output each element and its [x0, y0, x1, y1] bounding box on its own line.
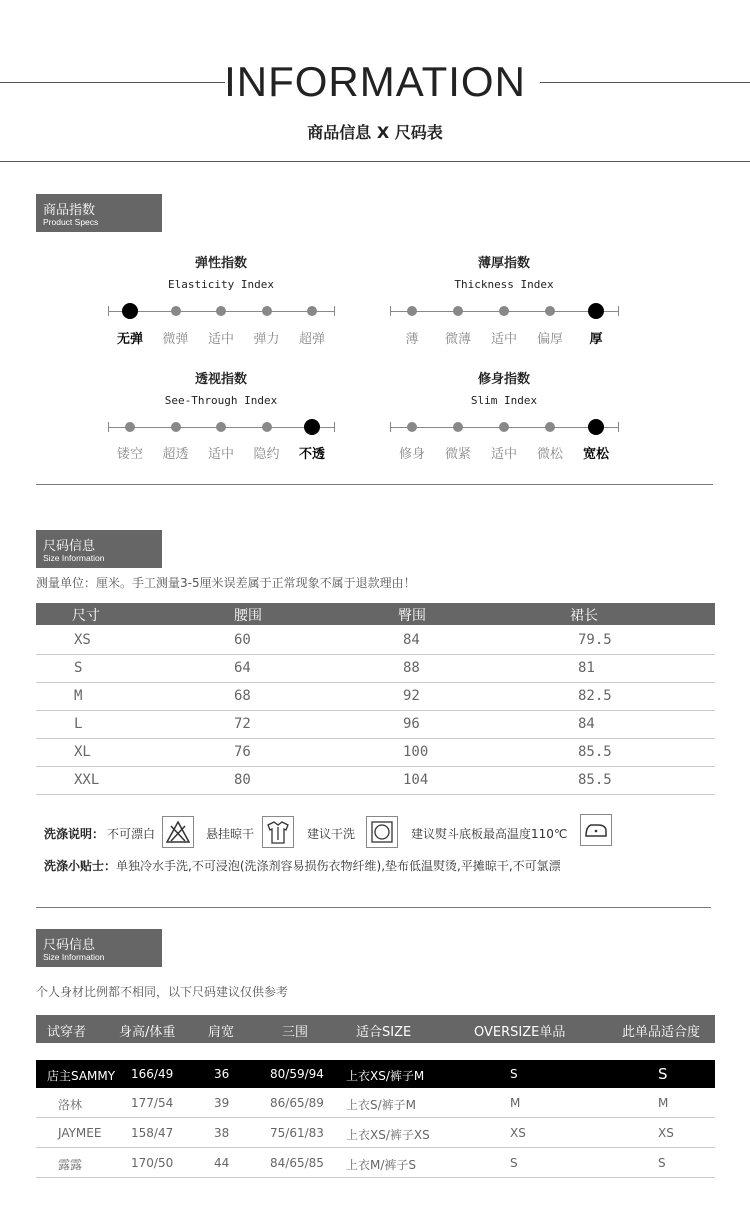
tag-en: Size Information [43, 952, 105, 962]
size-cell: 96 [403, 716, 420, 732]
dry-clean-icon [366, 816, 398, 848]
size-cell: 100 [403, 744, 429, 760]
fitting-row [36, 1089, 715, 1118]
size-cell: 72 [234, 716, 251, 732]
size-cell: 82.5 [578, 688, 612, 704]
index-dot [307, 306, 317, 316]
index-label: 适中 [490, 447, 517, 462]
fitting-cell: 店主SAMMY [47, 1069, 116, 1083]
size-cell: 68 [234, 688, 251, 704]
index-label: 适中 [490, 332, 517, 347]
scale-end-tick [618, 306, 619, 316]
size-info-tag [36, 530, 162, 568]
measure-note: 测量单位：厘米。手工测量3-5厘米误差属于正常现象不属于退款理由！ [36, 576, 416, 590]
size-col-header: 裙长 [570, 608, 598, 624]
index-dot-selected [304, 419, 320, 435]
fitting-col-header: 试穿者 [47, 1025, 87, 1040]
fitting-cell: 80/59/94 [270, 1067, 324, 1081]
size-col-header: 腰围 [234, 608, 262, 624]
size-table-header [36, 603, 715, 625]
index-dot [171, 306, 181, 316]
size-col-header: 臀围 [398, 608, 426, 624]
fitting-col-header: 三围 [282, 1025, 309, 1040]
index-dot-selected [588, 303, 604, 319]
fitting-cell: JAYMEE [58, 1126, 102, 1140]
size-cell: 81 [578, 660, 595, 676]
fitting-cell: 86/65/89 [270, 1096, 324, 1110]
index-label: 适中 [207, 447, 234, 462]
size-cell: XL [74, 744, 91, 760]
fitting-cell: 上衣S/裤子M [346, 1098, 417, 1112]
index-dot [262, 306, 272, 316]
size-cell: XS [74, 632, 91, 648]
care-label: 洗涤说明： [44, 827, 105, 841]
index-label: 薄 [405, 332, 419, 347]
index-label: 不透 [298, 447, 325, 462]
index-label: 微松 [536, 447, 563, 462]
tag-cn: 商品指数 [43, 203, 96, 218]
fitting-cell: 38 [214, 1126, 230, 1140]
index-dot [499, 306, 509, 316]
fitting-row-highlight [36, 1060, 715, 1088]
fitting-cell: 上衣XS/裤子M [346, 1069, 425, 1083]
fitting-cell: XS [658, 1126, 674, 1140]
size-cell: 85.5 [578, 772, 612, 788]
index-label: 弹力 [253, 332, 280, 347]
index-dot [453, 422, 463, 432]
index-label: 镂空 [116, 447, 143, 462]
fitting-cell: 36 [214, 1067, 230, 1081]
care-item: 建议熨斗底板最高温度110℃ [411, 827, 568, 841]
fitting-table-header [36, 1015, 715, 1043]
size-cell: 85.5 [578, 744, 612, 760]
size-cell: 84 [403, 632, 420, 648]
fitting-cell: 洛林 [58, 1098, 83, 1112]
fitting-cell: 166/49 [131, 1067, 174, 1081]
tag-cn: 尺码信息 [43, 539, 96, 554]
fitting-row [36, 1149, 715, 1178]
size-col-header: 尺寸 [72, 608, 100, 624]
tips-text: 单独冷水手洗,不可浸泡(洗涤剂容易损伤衣物纤维),垫布低温熨烫,平摊晾干,不可氯漂 [116, 859, 561, 873]
size-cell: 60 [234, 632, 251, 648]
page-title: INFORMATION [224, 58, 526, 105]
size-cell: 88 [403, 660, 420, 676]
index-dot-selected [588, 419, 604, 435]
tag-en: Product Specs [43, 217, 99, 227]
scale-end-tick [334, 422, 335, 432]
fitting-cell: 84/65/85 [270, 1156, 324, 1170]
tag-en: Size Information [43, 553, 105, 563]
size-cell: M [74, 688, 83, 704]
size-row [36, 766, 715, 795]
index-dot [453, 306, 463, 316]
section-divider [36, 907, 711, 908]
care-row [44, 825, 104, 842]
index-label: 修身 [398, 447, 425, 462]
scale-end-tick [390, 422, 391, 432]
care-item: 悬挂晾干 [206, 827, 255, 841]
index-label: 隐约 [253, 447, 280, 462]
index-dot [407, 306, 417, 316]
index-title: 透视指数 [194, 372, 247, 387]
index-label: 厚 [589, 332, 603, 347]
fitting-cell: 44 [214, 1156, 230, 1170]
header-divider [0, 161, 750, 162]
index-subtitle: See-Through Index [164, 394, 278, 407]
index-dot [216, 306, 226, 316]
index-subtitle: Elasticity Index [168, 278, 274, 291]
index-title: 薄厚指数 [477, 256, 530, 271]
index-label: 微薄 [444, 332, 471, 347]
index-title: 修身指数 [477, 372, 530, 387]
index-dot [407, 422, 417, 432]
index-dot [171, 422, 181, 432]
size-cell: 64 [234, 660, 251, 676]
fitting-cell: S [510, 1067, 518, 1081]
fitting-cell: 上衣M/裤子S [346, 1158, 417, 1172]
fitting-col-header: 此单品适合度 [622, 1025, 701, 1040]
iron-icon [580, 814, 612, 846]
index-dot [262, 422, 272, 432]
size-row [36, 738, 715, 767]
index-label: 超透 [162, 447, 189, 462]
scale-end-tick [618, 422, 619, 432]
size-row [36, 710, 715, 739]
fitting-cell: 75/61/83 [270, 1126, 324, 1140]
scale-end-tick [334, 306, 335, 316]
index-dot-selected [122, 303, 138, 319]
index-title: 弹性指数 [194, 256, 247, 271]
care-item: 建议干洗 [307, 827, 356, 841]
size-cell: 76 [234, 744, 251, 760]
index-dot [125, 422, 135, 432]
size-cell: 84 [578, 716, 595, 732]
fitting-cell: 露露 [58, 1158, 83, 1172]
hang-dry-icon [262, 816, 294, 848]
index-label: 偏厚 [536, 332, 563, 347]
index-label: 微紧 [444, 447, 471, 462]
fitting-cell: M [658, 1096, 669, 1110]
size-row [36, 626, 715, 655]
product-specs-tag [36, 194, 162, 232]
fitting-cell: XS [510, 1126, 526, 1140]
fitting-cell: M [510, 1096, 521, 1110]
index-subtitle: Slim Index [470, 394, 538, 407]
fitting-col-header: 肩宽 [208, 1025, 235, 1040]
fitting-cell: 177/54 [131, 1096, 174, 1110]
care-item: 不可漂白 [107, 827, 156, 841]
fitting-col-header: 身高/体重 [119, 1025, 176, 1040]
fitting-cell: 170/50 [131, 1156, 174, 1170]
fitting-cell: S [658, 1156, 666, 1170]
scale-end-tick [108, 306, 109, 316]
fitting-col-header: OVERSIZE单品 [474, 1025, 566, 1040]
size-cell: L [74, 716, 83, 732]
index-label: 宽松 [582, 447, 609, 462]
fitting-col-header: 适合SIZE [356, 1025, 412, 1040]
scale-end-tick [390, 306, 391, 316]
index-label: 微弹 [162, 332, 189, 347]
scale-end-tick [108, 422, 109, 432]
fitting-cell: S [658, 1065, 668, 1083]
fitting-cell: 158/47 [131, 1126, 174, 1140]
size-cell: XXL [74, 772, 100, 788]
index-label: 适中 [207, 332, 234, 347]
index-label: 无弹 [116, 332, 143, 347]
size-row [36, 682, 715, 711]
fitting-cell: 上衣XS/裤子XS [346, 1128, 430, 1142]
section-divider [36, 484, 713, 485]
index-dot [545, 306, 555, 316]
fitting-cell: 39 [214, 1096, 230, 1110]
page-subtitle: 商品信息 X 尺码表 [307, 123, 443, 142]
tag-cn: 尺码信息 [43, 938, 96, 953]
care-tips [44, 857, 561, 874]
index-dot [216, 422, 226, 432]
size-cell: 104 [403, 772, 429, 788]
index-label: 超弹 [298, 332, 325, 347]
fitting-row [36, 1119, 715, 1148]
size-cell: 80 [234, 772, 251, 788]
fitting-tag [36, 929, 162, 967]
size-cell: 79.5 [578, 632, 612, 648]
size-cell: S [74, 660, 83, 676]
size-row [36, 654, 715, 683]
index-subtitle: Thickness Index [454, 278, 554, 291]
no-bleach-icon [162, 816, 194, 848]
index-dot [499, 422, 509, 432]
fitting-cell: S [510, 1156, 518, 1170]
size-cell: 92 [403, 688, 420, 704]
tips-label: 洗涤小贴士： [44, 859, 117, 873]
fitting-note: 个人身材比例都不相同，以下尺码建议仅供参考 [36, 985, 289, 999]
index-dot [545, 422, 555, 432]
